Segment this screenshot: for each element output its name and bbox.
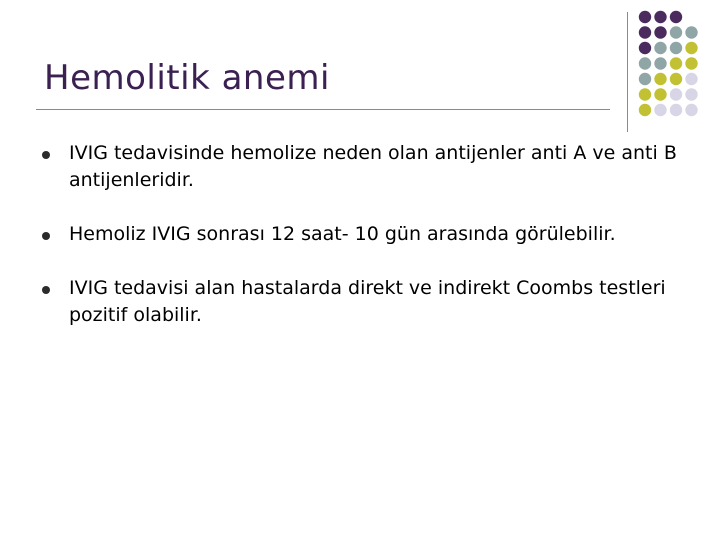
decorative-dot [685,57,697,69]
decorative-dot [654,104,666,116]
decorative-dot [670,26,682,38]
bullet-item [44,140,694,194]
decorative-dot [654,11,666,23]
decorative-dot [654,26,666,38]
bullet-list [44,140,694,356]
bullet-marker [42,286,50,294]
vertical-divider [627,12,628,132]
decorative-dot [670,57,682,69]
bullet-text: IVIG tedavisi alan hastalarda direkt ve indirekt Coombs testleri pozitif olabilir. [69,277,666,326]
decorative-dot [670,11,682,23]
decorative-dot [670,104,682,116]
decorative-dot [639,42,651,54]
bullet-marker [42,232,50,240]
decorative-dot [670,42,682,54]
decorative-dot [685,88,697,100]
bullet-item [44,275,694,329]
decorative-dot [654,57,666,69]
decorative-dot [685,42,697,54]
decorative-dot [654,88,666,100]
bullet-item [44,221,694,248]
decorative-dot [685,26,697,38]
decorative-dot [670,73,682,85]
decorative-dot [639,104,651,116]
bullet-text: Hemoliz IVIG sonrası 12 saat- 10 gün arasında görülebilir. [69,223,616,245]
decorative-dot [639,57,651,69]
decorative-dot [639,26,651,38]
decorative-dot [654,42,666,54]
decorative-dot [639,11,651,23]
title-divider [36,109,610,110]
slide-title: Hemolitik anemi [44,58,330,98]
decorative-dot-grid [638,9,720,119]
decorative-dot [685,104,697,116]
decorative-dot [639,88,651,100]
decorative-dot [685,73,697,85]
bullet-marker [42,151,50,159]
decorative-dot [670,88,682,100]
bullet-text: IVIG tedavisinde hemolize neden olan antijenler anti A ve anti B antijenleridir. [69,142,677,191]
decorative-dot [654,73,666,85]
decorative-dot [639,73,651,85]
